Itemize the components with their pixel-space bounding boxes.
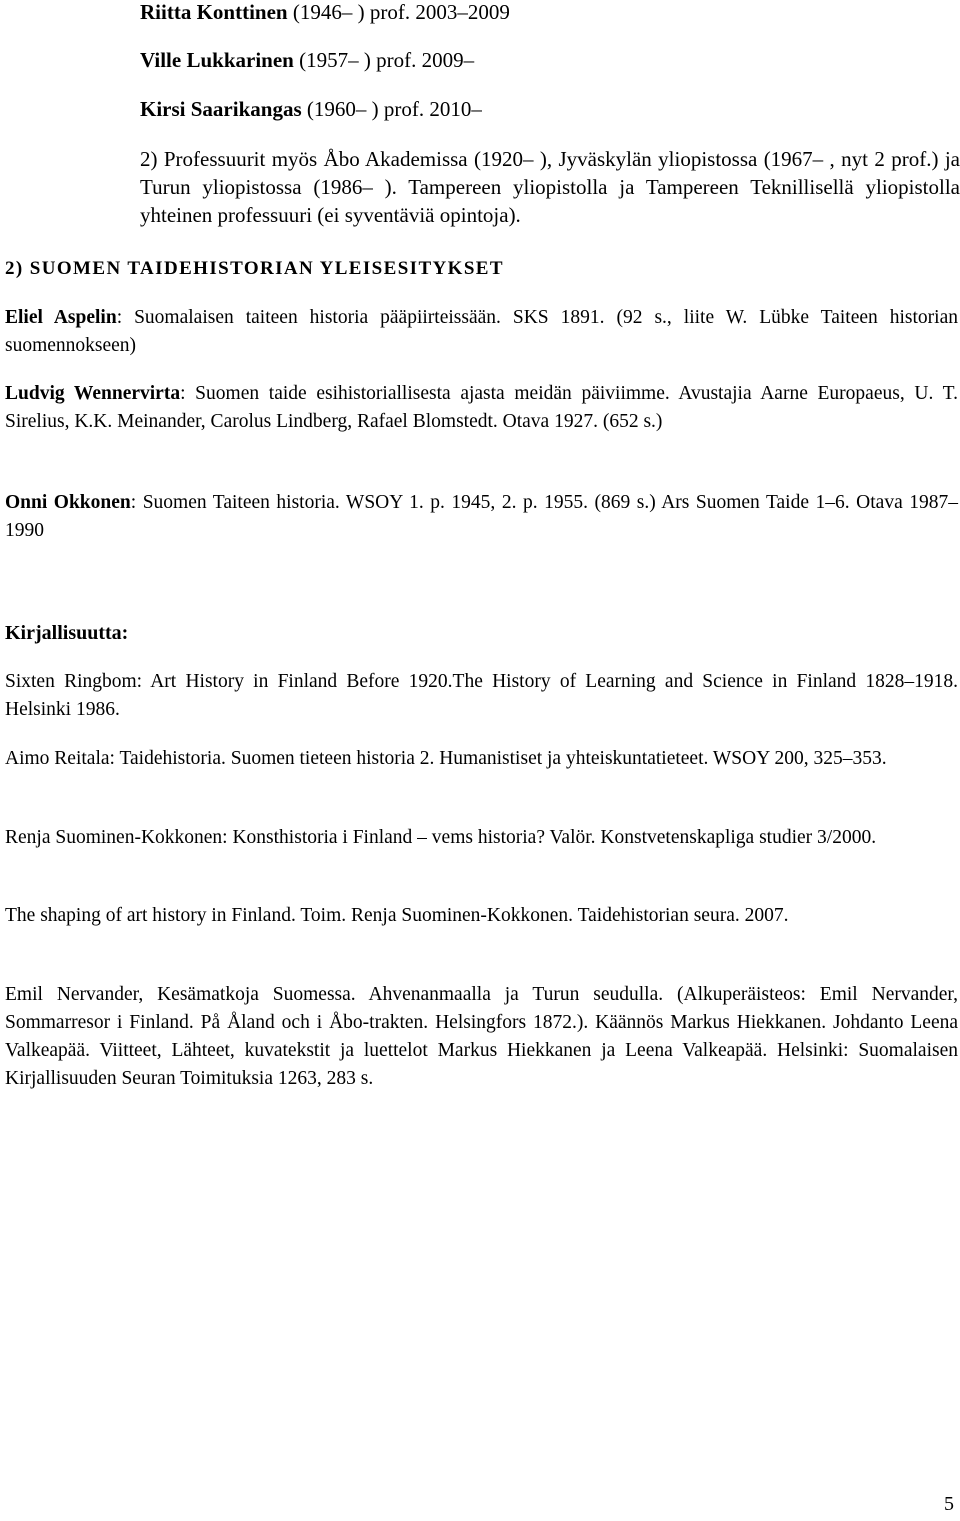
reference-entry	[5, 380, 958, 436]
literature-entry: Emil Nervander, Kesämatkoja Suomessa. Ahvenanmaalla ja Turun seudulla. (Alkuperäisteos: Emil Nervander, Sommarresor i Finland. På Åland och i Åbo-trakten. Helsingfors 1872.). Käännös Markus Hiekkanen. Johdanto Leena Valkeapää. Viitteet, Lähteet, kuvatekstit ja luettelot Markus Hiekkanen ja Leena Valkeapää. Helsinki: Suomalaisen Kirjallisuuden Seuran Toimituksia 1263, 283 s.	[5, 984, 958, 1089]
literature-entry: The shaping of art history in Finland. Toim. Renja Suominen-Kokkonen. Taidehistorian seura. 2007.	[5, 905, 789, 926]
professor-tenure: (1946– ) prof. 2003–2009	[287, 0, 510, 24]
professor-entry	[140, 95, 482, 123]
section-heading: 2) SUOMEN TAIDEHISTORIAN YLEISESITYKSET	[5, 258, 504, 279]
reference-entry	[5, 489, 958, 545]
professor-name: Riitta Konttinen	[140, 0, 288, 24]
reference-text: : Suomen taide esihistoriallisesta ajasta meidän päiviimme. Avustajia Aarne Europaeus, U. T. Sirelius, K.K. Meinander, Carolus Lindberg, Rafael Blomstedt. Otava 1927. (652 s.)	[5, 383, 958, 432]
professor-entry	[140, 0, 510, 26]
literature-entry: Renja Suominen-Kokkonen: Konsthistoria i Finland – vems historia? Valör. Konstvetenskapliga studier 3/2000.	[5, 827, 877, 848]
reference-entry	[5, 304, 958, 360]
professor-entry	[140, 46, 474, 74]
reference-text: : Suomen Taiteen historia. WSOY 1. p. 1945, 2. p. 1955. (869 s.) Ars Suomen Taide 1–6. Otava 1987–1990	[5, 492, 958, 541]
professor-name: Ville Lukkarinen	[140, 48, 294, 72]
professor-name: Kirsi Saarikangas	[140, 97, 302, 121]
page-number: 5	[944, 1493, 954, 1515]
professor-tenure: (1960– ) prof. 2010–	[301, 97, 482, 121]
literature-entry: Sixten Ringbom: Art History in Finland Before 1920.The History of Learning and Science in Finland 1828–1918. Helsinki 1986.	[5, 671, 958, 720]
reference-author: Ludvig Wennervirta	[5, 383, 181, 404]
professorship-note: 2) Professuurit myös Åbo Akademissa (1920– ), Jyväskylän yliopistossa (1967– , nyt 2 prof.) ja Turun yliopistossa (1986– ). Tampereen yliopistolla ja Tampereen Teknillisellä yliopistolla yhteinen professuuri (ei syventäviä opintoja).	[140, 147, 960, 227]
reference-author: Eliel Aspelin	[5, 307, 117, 328]
reference-text: : Suomalaisen taiteen historia pääpiirteissään. SKS 1891. (92 s., liite W. Lübke Taiteen historian suomennokseen)	[5, 307, 958, 356]
literature-heading: Kirjallisuutta:	[5, 622, 129, 644]
professor-tenure: (1957– ) prof. 2009–	[293, 48, 475, 72]
literature-entry: Aimo Reitala: Taidehistoria. Suomen tieteen historia 2. Humanistiset ja yhteiskuntatieteet. WSOY 200, 325–353.	[5, 748, 887, 769]
reference-author: Onni Okkonen	[5, 492, 131, 513]
